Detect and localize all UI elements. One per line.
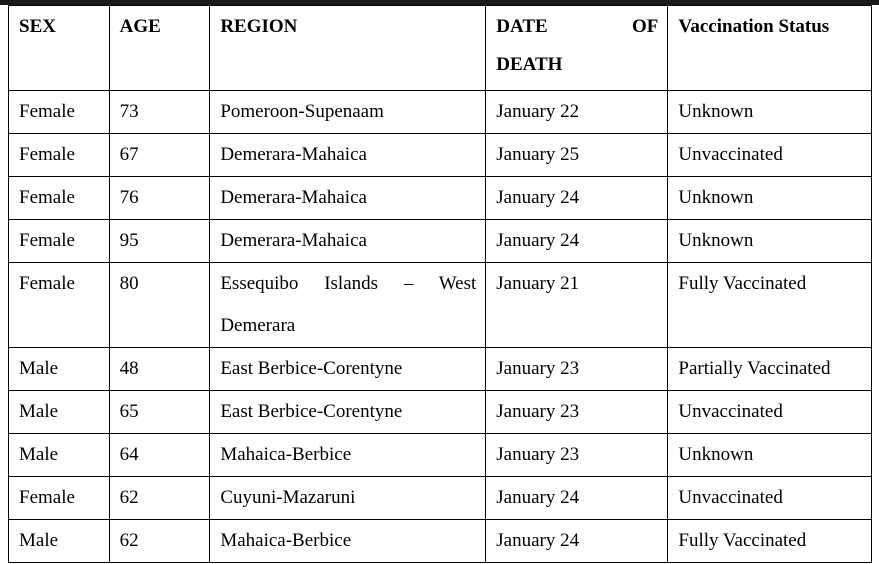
cell-region: East Berbice-Corentyne: [210, 348, 486, 391]
cell-status: Unknown: [668, 434, 872, 477]
cell-sex: Male: [9, 434, 110, 477]
cell-region-line-1: Essequibo Islands – West: [220, 273, 477, 294]
table-row: [9, 520, 872, 563]
table-row: [9, 177, 872, 220]
cell-sex: Male: [9, 348, 110, 391]
cell-region: [210, 263, 486, 348]
cell-sex: Female: [9, 220, 110, 263]
cell-region: Demerara-Mahaica: [210, 220, 486, 263]
table-row: [9, 134, 872, 177]
cell-sex: Female: [9, 263, 110, 348]
cell-age: 48: [109, 348, 210, 391]
cell-status: Unknown: [668, 220, 872, 263]
table-row: [9, 348, 872, 391]
cell-sex: Male: [9, 391, 110, 434]
header-death-word: DEATH: [496, 54, 563, 75]
cell-age: 76: [109, 177, 210, 220]
cell-status: Unvaccinated: [668, 391, 872, 434]
cell-region: Pomeroon-Supenaam: [210, 91, 486, 134]
cell-date: January 24: [486, 477, 668, 520]
cell-age: 73: [109, 91, 210, 134]
cell-region: Mahaica-Berbice: [210, 434, 486, 477]
cell-region-line-2: Demerara: [220, 315, 296, 336]
cell-status: Fully Vaccinated: [668, 520, 872, 563]
cell-date: January 22: [486, 91, 668, 134]
cell-status: Fully Vaccinated: [668, 263, 872, 348]
cell-age: 64: [109, 434, 210, 477]
cell-age: 67: [109, 134, 210, 177]
table-row: [9, 391, 872, 434]
cell-sex: Female: [9, 91, 110, 134]
cell-date: January 23: [486, 434, 668, 477]
cell-age: 62: [109, 520, 210, 563]
cell-status: Unvaccinated: [668, 477, 872, 520]
cell-region: Cuyuni-Mazaruni: [210, 477, 486, 520]
header-vaccination-status: Vaccination Status: [668, 6, 872, 91]
cell-sex: Female: [9, 177, 110, 220]
cell-date: January 21: [486, 263, 668, 348]
header-of-word: OF: [631, 16, 659, 37]
cell-age: 80: [109, 263, 210, 348]
cell-region: East Berbice-Corentyne: [210, 391, 486, 434]
cell-region: Mahaica-Berbice: [210, 520, 486, 563]
cell-date: January 24: [486, 520, 668, 563]
cell-date: January 23: [486, 348, 668, 391]
table-row: [9, 263, 872, 348]
header-date-of-death: [486, 6, 668, 91]
cell-age: 62: [109, 477, 210, 520]
cell-status: Unvaccinated: [668, 134, 872, 177]
cell-date: January 23: [486, 391, 668, 434]
header-region: REGION: [210, 6, 486, 91]
cell-date: January 24: [486, 220, 668, 263]
cell-status: Unknown: [668, 91, 872, 134]
header-sex: SEX: [9, 6, 110, 91]
header-age: AGE: [109, 6, 210, 91]
table-row: [9, 91, 872, 134]
cell-region: Demerara-Mahaica: [210, 177, 486, 220]
cell-sex: Male: [9, 520, 110, 563]
cell-age: 65: [109, 391, 210, 434]
table-row: [9, 477, 872, 520]
header-date-word: DATE: [496, 16, 548, 37]
cell-date: January 24: [486, 177, 668, 220]
table-row: [9, 220, 872, 263]
cell-date: January 25: [486, 134, 668, 177]
cell-sex: Female: [9, 134, 110, 177]
table-header-row: [9, 6, 872, 91]
cell-age: 95: [109, 220, 210, 263]
deaths-table: [8, 5, 872, 563]
cell-status: Unknown: [668, 177, 872, 220]
cell-region: Demerara-Mahaica: [210, 134, 486, 177]
table-row: [9, 434, 872, 477]
cell-status: Partially Vaccinated: [668, 348, 872, 391]
cell-sex: Female: [9, 477, 110, 520]
